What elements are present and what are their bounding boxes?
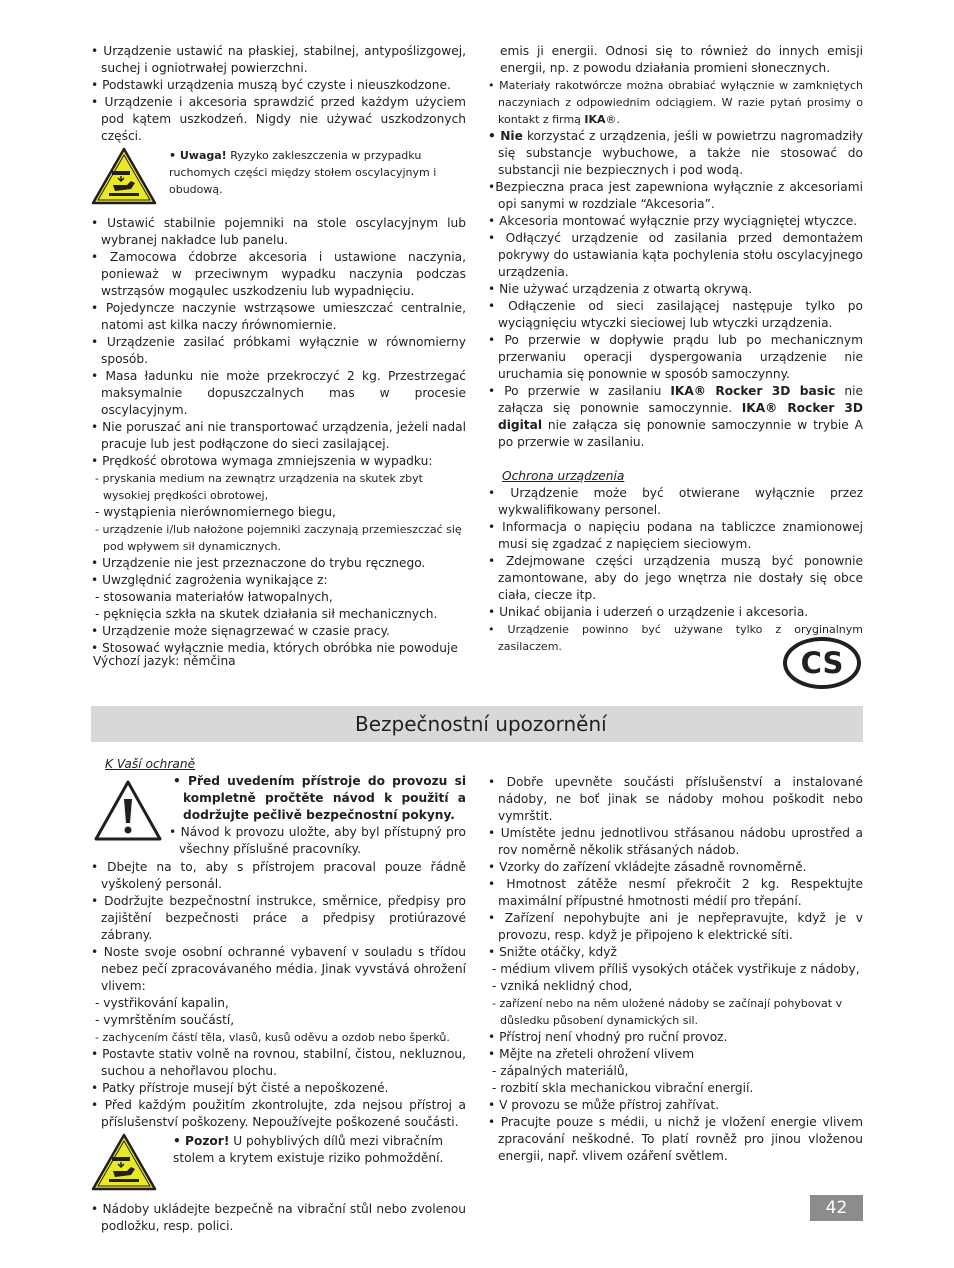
sub-item: - stosowania materiałów łatwopalnych, <box>95 590 333 604</box>
page-number: 42 <box>810 1195 863 1221</box>
list-item: • Urządzenie ustawić na płaskiej, stabilnej, antypoślizgowej, suchej i ogniotrwałej powierzchni. <box>91 44 466 75</box>
list-item: • Urządzenie nie jest przeznaczone do trybu ręcznego. <box>91 556 426 570</box>
hand-crush-warning-icon <box>91 1133 157 1191</box>
list-item: • Urządzenie może być otwierane wyłącznie przez wykwalifikowany personel. <box>488 486 863 517</box>
sub-item: - zařízení nebo na něm uložené nádoby se začínají pohybovat v důsledku působení dynamických sil. <box>492 997 843 1027</box>
subsection-heading: K Vaší ochraně <box>105 757 196 771</box>
list-item: • Uwzględnić zagrożenia wynikające z: <box>91 573 328 587</box>
sub-item: - zachycením částí těla, vlasů, kusů oděvu a ozdob nebo šperků. <box>95 1031 450 1044</box>
list-item: • Mějte na zřeteli ohrožení vlivem <box>488 1047 695 1061</box>
list-item: • Prędkość obrotowa wymaga zmniejszenia w wypadku: <box>91 454 433 468</box>
cs-left-column <box>91 756 466 1235</box>
list-item: • Zdejmowane części urządzenia muszą być ponownie zamontowane, aby do jego wnętrza nie dostały się obce ciała, ciecze itp. <box>488 554 863 602</box>
warning-text: Ryzyko zakleszczenia w przypadku ruchomych części między stołem oscylacyjnym i obudową. <box>169 149 437 196</box>
sub-item: - vzniká neklidný chod, <box>492 979 633 993</box>
list-item: • Noste svoje osobní ochranné vybavení v souladu s třídou nebez pečí zpracovávaného média. Jinak vyvstává ohrožení vlivem: <box>91 945 466 993</box>
cs-right-column <box>488 774 863 1165</box>
list-item: • Nie używać urządzenia z otwartą okrywą. <box>488 282 753 296</box>
list-item: • Urządzenie powinno być używane tylko z oryginalnym zasilaczem. <box>488 623 863 653</box>
list-item: • Masa ładunku nie może przekroczyć 2 kg. Przestrzegać maksymalnie dopuszczalnych mas w procesie oscylacyjnym. <box>91 369 466 417</box>
sub-item: - rozbití skla mechanickou vibrační energií. <box>492 1081 754 1095</box>
list-item: • Před každým použitím zkontrolujte, zda nejsou přístroj a příslušenství poškozeny. Nepoužívejte poškozené součásti. <box>91 1098 466 1129</box>
list-item: emis ji energii. Odnosi się to również do innych emisji energii, np. z powodu działania promieni słonecznych. <box>500 44 863 75</box>
list-item: • Dodržujte bezpečnostní instrukce, směrnice, předpisy pro zajištění bezpečnosti práce a předpisy protiúrazové zábrany. <box>91 894 466 942</box>
list-item: • Akcesoria montować wyłącznie przy wyciągniętej wtyczce. <box>488 214 858 228</box>
list-item: • Odłączenie od sieci zasilającej następuje tylko po wyciągnięciu wtyczki sieciowej lub wtyczki urządzenia. <box>488 299 863 330</box>
warning-label: • Uwaga! <box>169 149 227 162</box>
sub-item: - vymrštěním součástí, <box>95 1013 235 1027</box>
list-item: • Po przerwie w zasilaniu IKA® Rocker 3D basic nie załącza się ponownie samoczynnie. IKA® Rocker 3D digital nie załącza się ponownie samoczynnie w trybie A po przerwie w zasilaniu. <box>488 384 863 449</box>
list-item: • Urządzenie i akcesoria sprawdzić przed każdym użyciem pod kątem uszkodzeń. Nigdy nie używać uszkodzonych części. <box>91 95 466 143</box>
product-name: IKA® Rocker 3D digital <box>498 401 863 432</box>
list-item: • Pojedyncze naczynie wstrząsowe umieszczać centralnie, natomi ast kilka naczy ńrównomiernie. <box>91 301 466 332</box>
list-item: • Umístěte jednu jednotlivou střásanou nádobu uprostřed a rov noměrně několik střásaných nádob. <box>488 826 863 857</box>
list-item: • Postavte stativ volně na rovnou, stabilní, čistou, nekluznou, suchou a nehořlavou plochu. <box>91 1047 466 1078</box>
list-item: • Stosować wyłącznie media, których obróbka nie powoduje <box>91 641 458 655</box>
sub-item: - pryskania medium na zewnątrz urządzenia na skutek zbyt wysokiej prędkości obrotowej, <box>95 472 423 502</box>
sub-item: - urządzenie i/lub nałożone pojemniki zaczynają przemieszczać się pod wpływem sił dynamicznych. <box>95 523 462 553</box>
list-item: • Nie korzystać z urządzenia, jeśli w powietrzu nagromadziły się substancje wybuchowe, a także nie stosować do substancji nie bezpiecznych i pod wodą. <box>488 129 863 177</box>
warning-text: • Návod k provozu uložte, aby byl přístupný pro všechny příslušné pracovníky. <box>169 825 466 856</box>
list-item: • Informacja o napięciu podana na tabliczce znamionowej musi się zgadzać z napięciem sieciowym. <box>488 520 863 551</box>
list-item: • Pracujte pouze s médii, u nichž je vložení energie vlivem zpracování neškodné. To platí rovněž pro jinou vloženou energii, např. vlivem ozáření světlem. <box>488 1115 863 1163</box>
list-item: • Patky přístroje musejí být čisté a nepoškozené. <box>91 1081 389 1095</box>
emphasis: • Nie <box>488 129 523 143</box>
product-name: IKA® Rocker 3D basic <box>670 384 836 398</box>
list-item: • Dobře upevněte součásti příslušenství a instalované nádoby, ne boť jinak se nádoby mohou poškodit nebo vymrštit. <box>488 775 863 823</box>
language-badge: CS <box>783 637 861 689</box>
list-item: • Snižte otáčky, když <box>488 945 617 959</box>
pl-left-column <box>91 43 466 657</box>
warning-text: U pohyblivých dílů mezi vibračním stolem a krytem existuje riziko pohmoždění. <box>173 1134 444 1165</box>
warning-label: • Pozor! <box>173 1134 230 1148</box>
list-item: • Unikać obijania i uderzeń o urządzenie i akcesoria. <box>488 605 809 619</box>
list-item: • Nie poruszać ani nie transportować urządzenia, jeżeli nadal pracuje lub jest podłączone do sieci zasilającej. <box>91 420 466 451</box>
subsection-heading: Ochrona urządzenia <box>502 469 625 483</box>
list-item: • Nádoby ukládejte bezpečně na vibrační stůl nebo zvolenou podložku, resp. polici. <box>91 1202 466 1233</box>
brand-name: IKA <box>584 113 606 126</box>
hand-crush-warning-icon <box>91 147 157 205</box>
list-item: • Přístroj není vhodný pro ruční provoz. <box>488 1030 728 1044</box>
section-header <box>91 706 863 742</box>
list-item: • Zamocowa ćdobrze akcesoria i ustawione naczynia, ponieważ w przeciwnym wypadku naczynia podczas wstrząsów mogąulec uszkodzeniu lub wypadnięciu. <box>91 250 466 298</box>
language-note: Výchozí jazyk: němčina <box>93 654 236 668</box>
list-item: • Vzorky do zařízení vkládejte zásadně rovnoměrně. <box>488 860 807 874</box>
list-item: • Hmotnost zátěže nesmí překročit 2 kg. Respektujte maximální přípustné hmotnosti médií pro třepání. <box>488 877 863 908</box>
list-item: • Podstawki urządzenia muszą być czyste i nieuszkodzone. <box>91 78 451 92</box>
exclamation-warning-icon <box>93 779 163 843</box>
general-warning <box>91 773 466 859</box>
list-item: • Ustawić stabilnie pojemniki na stole oscylacyjnym lub wybranej nakładce lub panelu. <box>91 216 466 247</box>
list-item: • Po przerwie w dopływie prądu lub po mechanicznym przerwaniu operacji dyspergowania urządzenie nie uruchamia się ponownie w sposób samoczynny. <box>488 333 863 381</box>
section-title: Bezpečnostní upozornění <box>355 712 607 736</box>
sub-item: - wystąpienia nierównomiernego biegu, <box>95 505 336 519</box>
pinch-warning <box>91 1133 466 1191</box>
list-item: •Bezpieczna praca jest zapewniona wyłącznie z akcesoriami opi sanymi w rozdziale “Akcesoria”. <box>488 180 863 211</box>
list-item: • Odłączyć urządzenie od zasilania przed demontażem pokrywy do ustawiania kąta pochylenia stołu oscylacyjnego urządzenia. <box>488 231 863 279</box>
sub-item: - vystřikování kapalin, <box>95 996 229 1010</box>
sub-item: - pęknięcia szkła na skutek działania sił mechanicznych. <box>95 607 438 621</box>
list-item: • Materiały rakotwórcze można obrabiać wyłącznie w zamkniętych naczyniach z odpowiednim odciągiem. W razie pytań prosimy o kontakt z firmą IKA®. <box>488 79 863 126</box>
list-item: • Dbejte na to, aby s přístrojem pracoval pouze řádně vyškolený personál. <box>91 860 466 891</box>
list-item: • V provozu se může přístroj zahřívat. <box>488 1098 720 1112</box>
sub-item: - zápalných materiálů, <box>492 1064 629 1078</box>
pinch-warning <box>91 147 466 205</box>
list-item: • Zařízení nepohybujte ani je nepřepravujte, když je v provozu, resp. když je připojeno k elektrické síti. <box>488 911 863 942</box>
sub-item: - médium vlivem příliš vysokých otáček vystřikuje z nádoby, <box>492 962 860 976</box>
warning-label: • Před uvedením přístroje do provozu si kompletně pročtěte návod k použití a dodržujte pečlivě bezpečnostní pokyny. <box>173 774 466 822</box>
pl-right-column <box>488 43 863 655</box>
list-item: • Urządzenie może sięnagrzewać w czasie pracy. <box>91 624 390 638</box>
list-item: • Urządzenie zasilać próbkami wyłącznie w równomierny sposób. <box>91 335 466 366</box>
